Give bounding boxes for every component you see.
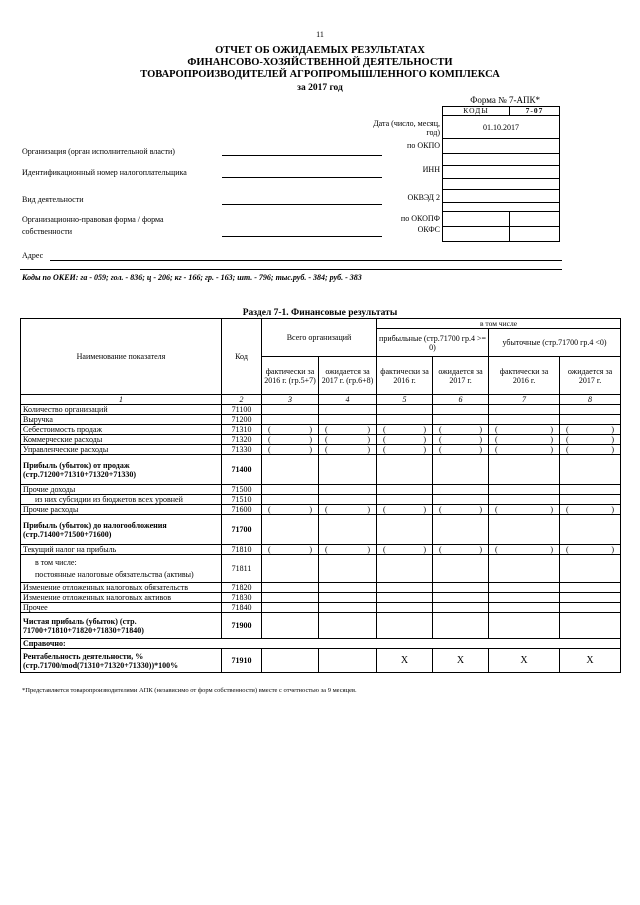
colnum-4: 4 (319, 395, 377, 405)
table-cell[interactable] (433, 415, 489, 425)
paren-close: ) (367, 435, 371, 444)
header-name: Наименование показателя (21, 319, 222, 395)
page-number: 11 (316, 30, 324, 39)
paren-close: ) (423, 445, 427, 454)
address-line-2 (20, 269, 562, 270)
table-row (21, 603, 621, 613)
x-mark: X (489, 649, 560, 673)
row-code: 71510 (222, 495, 262, 505)
row-code: 71811 (222, 555, 262, 583)
table-row (21, 583, 621, 593)
table-cell[interactable] (262, 405, 319, 415)
table-cell[interactable] (560, 455, 621, 485)
x-mark: X (377, 649, 433, 673)
table-cell[interactable] (377, 593, 433, 603)
table-cell[interactable] (377, 505, 433, 515)
table-cell[interactable] (433, 505, 489, 515)
colnum-6: 6 (433, 395, 489, 405)
table-cell[interactable] (262, 583, 319, 593)
section-title: Раздел 7-1. Финансовые результаты (242, 308, 398, 318)
date-label: Дата (число, месяц, год) (373, 119, 440, 137)
paren-open: ( (325, 505, 328, 514)
table-cell[interactable] (262, 649, 319, 673)
codes-box (442, 106, 560, 242)
row-name: в том числе: постоянные налоговые обязательства (активы) (21, 555, 222, 583)
paren-open: ( (383, 425, 386, 434)
table-cell[interactable] (377, 435, 433, 445)
profitability-code: 71910 (222, 649, 262, 673)
paren-close: ) (611, 445, 615, 454)
paren-open: ( (495, 545, 498, 554)
paren-open: ( (566, 505, 569, 514)
table-cell[interactable] (319, 515, 377, 545)
paren-close: ) (423, 435, 427, 444)
table-cell[interactable] (433, 515, 489, 545)
row-code: 71100 (222, 405, 262, 415)
paren-close: ) (367, 445, 371, 454)
table-cell[interactable] (560, 505, 621, 515)
table-cell[interactable] (377, 603, 433, 613)
report-title-line-1: ОТЧЕТ ОБ ОЖИДАЕМЫХ РЕЗУЛЬТАТАХ (215, 45, 425, 56)
row-code: 71840 (222, 603, 262, 613)
okved-label: ОКВЭД 2 (407, 193, 440, 202)
table-cell[interactable] (262, 445, 319, 455)
paren-close: ) (479, 505, 483, 514)
report-title-line-2: ФИНАНСОВО-ХОЗЯЙСТВЕННОЙ ДЕЯТЕЛЬНОСТИ (187, 57, 453, 68)
form-label: Форма № 7-АПК* (470, 95, 540, 105)
table-cell[interactable] (560, 593, 621, 603)
colnum-3: 3 (262, 395, 319, 405)
table-cell[interactable] (489, 415, 560, 425)
row-name: из них субсидии из бюджетов всех уровней (21, 495, 222, 505)
table-cell[interactable] (377, 515, 433, 545)
table-row (21, 545, 621, 555)
table-cell[interactable] (262, 415, 319, 425)
table-cell[interactable] (319, 505, 377, 515)
colnum-7: 7 (489, 395, 560, 405)
table-row (21, 515, 621, 545)
paren-open: ( (566, 445, 569, 454)
table-cell[interactable] (489, 555, 560, 583)
paren-close: ) (479, 445, 483, 454)
table-cell[interactable] (319, 555, 377, 583)
table-cell[interactable] (262, 613, 319, 639)
paren-open: ( (566, 425, 569, 434)
paren-close: ) (309, 435, 312, 444)
table-cell[interactable] (262, 545, 319, 555)
colnum-1: 1 (21, 395, 222, 405)
paren-open: ( (325, 425, 328, 434)
paren-close: ) (550, 425, 554, 434)
paren-open: ( (268, 545, 271, 554)
paren-open: ( (268, 505, 271, 514)
table-cell[interactable] (262, 495, 319, 505)
table-cell[interactable] (262, 435, 319, 445)
table-cell[interactable] (319, 649, 377, 673)
table-cell[interactable] (262, 455, 319, 485)
form-code: 7-07 (510, 107, 560, 116)
paren-close: ) (550, 545, 554, 554)
okfs-top[interactable] (510, 212, 560, 227)
table-cell[interactable] (433, 545, 489, 555)
table-cell[interactable] (319, 435, 377, 445)
table-row (21, 435, 621, 445)
row-code: 71310 (222, 425, 262, 435)
table-cell[interactable] (319, 425, 377, 435)
paren-open: ( (268, 435, 271, 444)
paren-close: ) (423, 425, 427, 434)
paren-close: ) (367, 505, 371, 514)
table-cell[interactable] (560, 515, 621, 545)
table-row (21, 593, 621, 603)
paren-open: ( (495, 505, 498, 514)
header-fact-total: фактически за 2016 г. (гр.5+7) (262, 357, 319, 395)
table-cell[interactable] (319, 495, 377, 505)
profitability-name: Рентабельность деятельности, % (стр.71700/mod(71310+71320+71330))*100% (21, 649, 222, 673)
paren-open: ( (325, 435, 328, 444)
paren-open: ( (268, 445, 271, 454)
paren-open: ( (439, 435, 442, 444)
paren-open: ( (566, 435, 569, 444)
table-cell[interactable] (560, 445, 621, 455)
row-name: Изменение отложенных налоговых обязательств (21, 583, 222, 593)
paren-close: ) (550, 505, 554, 514)
table-cell[interactable] (433, 495, 489, 505)
table-cell[interactable] (489, 485, 560, 495)
header-expect-total: ожидается за 2017 г. (гр.6+8) (319, 357, 377, 395)
paren-open: ( (325, 545, 328, 554)
table-row (21, 415, 621, 425)
table-cell[interactable] (262, 485, 319, 495)
paren-close: ) (611, 425, 615, 434)
table-cell[interactable] (489, 455, 560, 485)
paren-close: ) (479, 425, 483, 434)
table-cell[interactable] (262, 425, 319, 435)
legal-form-line[interactable] (222, 236, 382, 237)
table-cell[interactable] (433, 555, 489, 583)
table-cell[interactable] (489, 505, 560, 515)
table-cell[interactable] (319, 485, 377, 495)
header-total: Всего организаций (262, 319, 377, 357)
row-code: 71330 (222, 445, 262, 455)
row-name: Выручка (21, 415, 222, 425)
row-code: 71810 (222, 545, 262, 555)
header-fact-profit: фактически за 2016 г. (377, 357, 433, 395)
paren-close: ) (479, 545, 483, 554)
row-name: Изменение отложенных налоговых активов (21, 593, 222, 603)
paren-close: ) (611, 545, 615, 554)
header-profitable: прибыльные (стр.71700 гр.4 >= 0) (377, 329, 489, 357)
table-cell[interactable] (319, 455, 377, 485)
paren-close: ) (309, 545, 312, 554)
table-cell[interactable] (433, 485, 489, 495)
paren-close: ) (367, 545, 371, 554)
table-cell[interactable] (319, 415, 377, 425)
table-cell[interactable] (489, 405, 560, 415)
row-name: Прибыль (убыток) от продаж (стр.71200+71310+71320+71330) (21, 455, 222, 485)
table-row (21, 485, 621, 495)
table-cell[interactable] (262, 555, 319, 583)
header-code: Код (222, 319, 262, 395)
paren-open: ( (383, 435, 386, 444)
table-cell[interactable] (377, 445, 433, 455)
table-cell[interactable] (377, 555, 433, 583)
table-cell[interactable] (319, 613, 377, 639)
activity-label: Вид деятельности (22, 195, 84, 204)
table-row (21, 505, 621, 515)
row-code: 71830 (222, 593, 262, 603)
row-name: Количество организаций (21, 405, 222, 415)
row-name: Чистая прибыль (убыток) (стр. 71700+71810+71820+71830+71840) (21, 613, 222, 639)
paren-open: ( (439, 445, 442, 454)
colnum-5: 5 (377, 395, 433, 405)
okved-value[interactable] (443, 190, 560, 203)
inn-field-label: Идентификационный номер налогоплательщика (22, 168, 187, 177)
table-cell[interactable] (319, 603, 377, 613)
table-cell[interactable] (560, 435, 621, 445)
table-cell[interactable] (377, 405, 433, 415)
table-row (21, 425, 621, 435)
table-cell[interactable] (560, 555, 621, 583)
x-mark: X (560, 649, 621, 673)
paren-open: ( (383, 445, 386, 454)
table-cell[interactable] (489, 583, 560, 593)
codes-header: КОДЫ (443, 107, 510, 116)
table-cell[interactable] (560, 405, 621, 415)
table-row (21, 613, 621, 639)
table-cell[interactable] (489, 613, 560, 639)
table-cell[interactable] (319, 445, 377, 455)
table-cell[interactable] (489, 445, 560, 455)
paren-close: ) (611, 435, 615, 444)
row-name: Коммерческие расходы (21, 435, 222, 445)
financial-results-table (20, 318, 621, 673)
footnote: *Представляется товаропроизводителями АПК (независимо от форм собственности) вместе с отчетностью за 9 месяцев. (22, 687, 357, 694)
table-cell[interactable] (433, 593, 489, 603)
row-code: 71200 (222, 415, 262, 425)
activity-line[interactable] (222, 204, 382, 205)
row-code: 71400 (222, 455, 262, 485)
okfs-value[interactable] (443, 227, 510, 242)
ownership-label: собственности (22, 227, 73, 236)
table-cell[interactable] (560, 425, 621, 435)
row-name: Прибыль (убыток) до налогообложения (стр.71400+71500+71600) (21, 515, 222, 545)
header-including: в том числе (377, 319, 621, 329)
row-name: Прочие расходы (21, 505, 222, 515)
row-name: Управленческие расходы (21, 445, 222, 455)
row-code: 71500 (222, 485, 262, 495)
paren-close: ) (309, 505, 312, 514)
row-code: 71320 (222, 435, 262, 445)
table-row (21, 495, 621, 505)
table-cell[interactable] (489, 603, 560, 613)
table-cell[interactable] (319, 583, 377, 593)
inn-value[interactable] (443, 166, 560, 179)
table-cell[interactable] (560, 545, 621, 555)
organization-line[interactable] (222, 155, 382, 156)
table-cell[interactable] (262, 505, 319, 515)
colnum-2: 2 (222, 395, 262, 405)
x-mark: X (433, 649, 489, 673)
table-cell[interactable] (433, 583, 489, 593)
paren-open: ( (268, 425, 271, 434)
table-cell[interactable] (433, 613, 489, 639)
table-cell[interactable] (489, 435, 560, 445)
table-cell[interactable] (560, 485, 621, 495)
table-row (21, 405, 621, 415)
paren-close: ) (309, 425, 312, 434)
table-cell[interactable] (377, 485, 433, 495)
table-cell[interactable] (489, 425, 560, 435)
paren-open: ( (325, 445, 328, 454)
row-code: 71600 (222, 505, 262, 515)
header-fact-loss: фактически за 2016 г. (489, 357, 560, 395)
table-cell[interactable] (377, 495, 433, 505)
table-cell[interactable] (433, 425, 489, 435)
report-year: за 2017 год (297, 83, 343, 93)
paren-open: ( (383, 545, 386, 554)
table-cell[interactable] (262, 515, 319, 545)
table-cell[interactable] (489, 495, 560, 505)
paren-open: ( (495, 445, 498, 454)
table-cell[interactable] (377, 613, 433, 639)
table-cell[interactable] (433, 405, 489, 415)
row-code: 71820 (222, 583, 262, 593)
paren-close: ) (367, 425, 371, 434)
table-cell[interactable] (489, 593, 560, 603)
table-cell[interactable] (319, 405, 377, 415)
paren-close: ) (550, 435, 554, 444)
row-code: 71900 (222, 613, 262, 639)
colnum-8: 8 (560, 395, 621, 405)
table-cell[interactable] (489, 545, 560, 555)
table-cell[interactable] (433, 455, 489, 485)
legal-form-label: Организационно-правовая форма / форма (22, 215, 164, 224)
table-cell[interactable] (489, 515, 560, 545)
header-expect-loss: ожидается за 2017 г. (560, 357, 621, 395)
table-cell[interactable] (560, 495, 621, 505)
table-cell[interactable] (433, 445, 489, 455)
table-cell[interactable] (433, 435, 489, 445)
table-cell[interactable] (433, 603, 489, 613)
table-cell[interactable] (319, 545, 377, 555)
paren-open: ( (439, 545, 442, 554)
row-code: 71700 (222, 515, 262, 545)
date-value[interactable]: 01.10.2017 (443, 116, 560, 139)
paren-open: ( (566, 545, 569, 554)
table-cell[interactable] (377, 425, 433, 435)
inn-label: ИНН (422, 165, 440, 174)
table-cell[interactable] (560, 603, 621, 613)
address-label: Адрес (22, 251, 44, 260)
header-unprofitable: убыточные (стр.71700 гр.4 <0) (489, 329, 621, 357)
table-cell[interactable] (262, 603, 319, 613)
table-cell[interactable] (319, 593, 377, 603)
table-cell[interactable] (377, 415, 433, 425)
paren-open: ( (495, 425, 498, 434)
table-cell[interactable] (560, 583, 621, 593)
organization-label: Организация (орган исполнительной власти) (22, 147, 175, 156)
row-name: Текущий налог на прибыль (21, 545, 222, 555)
paren-open: ( (495, 435, 498, 444)
row-name: Себестоимость продаж (21, 425, 222, 435)
okopf-value[interactable] (443, 212, 510, 227)
header-expect-profit: ожидается за 2017 г. (433, 357, 489, 395)
report-title-line-3: ТОВАРОПРОИЗВОДИТЕЛЕЙ АГРОПРОМЫШЛЕННОГО КОМПЛЕКСА (140, 69, 500, 80)
table-row (21, 555, 621, 583)
row-name: Прочие доходы (21, 485, 222, 495)
table-cell[interactable] (560, 613, 621, 639)
paren-open: ( (383, 505, 386, 514)
okei-codes: Коды по ОКЕИ: га - 059; гол. - 836; ц - 206; кг - 166; гр. - 163; шт. - 796; тыс.руб. - 384; руб. - 383 (22, 273, 362, 282)
paren-close: ) (309, 445, 312, 454)
row-name: Прочее (21, 603, 222, 613)
paren-open: ( (439, 505, 442, 514)
table-row (21, 455, 621, 485)
paren-close: ) (423, 545, 427, 554)
table-cell[interactable] (560, 415, 621, 425)
inn-line[interactable] (222, 177, 382, 178)
paren-open: ( (439, 425, 442, 434)
paren-close: ) (550, 445, 554, 454)
table-cell[interactable] (377, 455, 433, 485)
table-cell[interactable] (377, 545, 433, 555)
okfs-label: ОКФС (417, 225, 440, 234)
address-line[interactable] (50, 260, 562, 261)
table-row (21, 445, 621, 455)
table-cell[interactable] (262, 593, 319, 603)
paren-close: ) (479, 435, 483, 444)
paren-close: ) (611, 505, 615, 514)
okpo-label: по ОКПО (407, 141, 440, 150)
paren-close: ) (423, 505, 427, 514)
table-cell[interactable] (377, 583, 433, 593)
okopf-label: по ОКОПФ (400, 214, 440, 223)
reference-label: Справочно: (21, 639, 621, 649)
okpo-value[interactable] (443, 139, 560, 154)
